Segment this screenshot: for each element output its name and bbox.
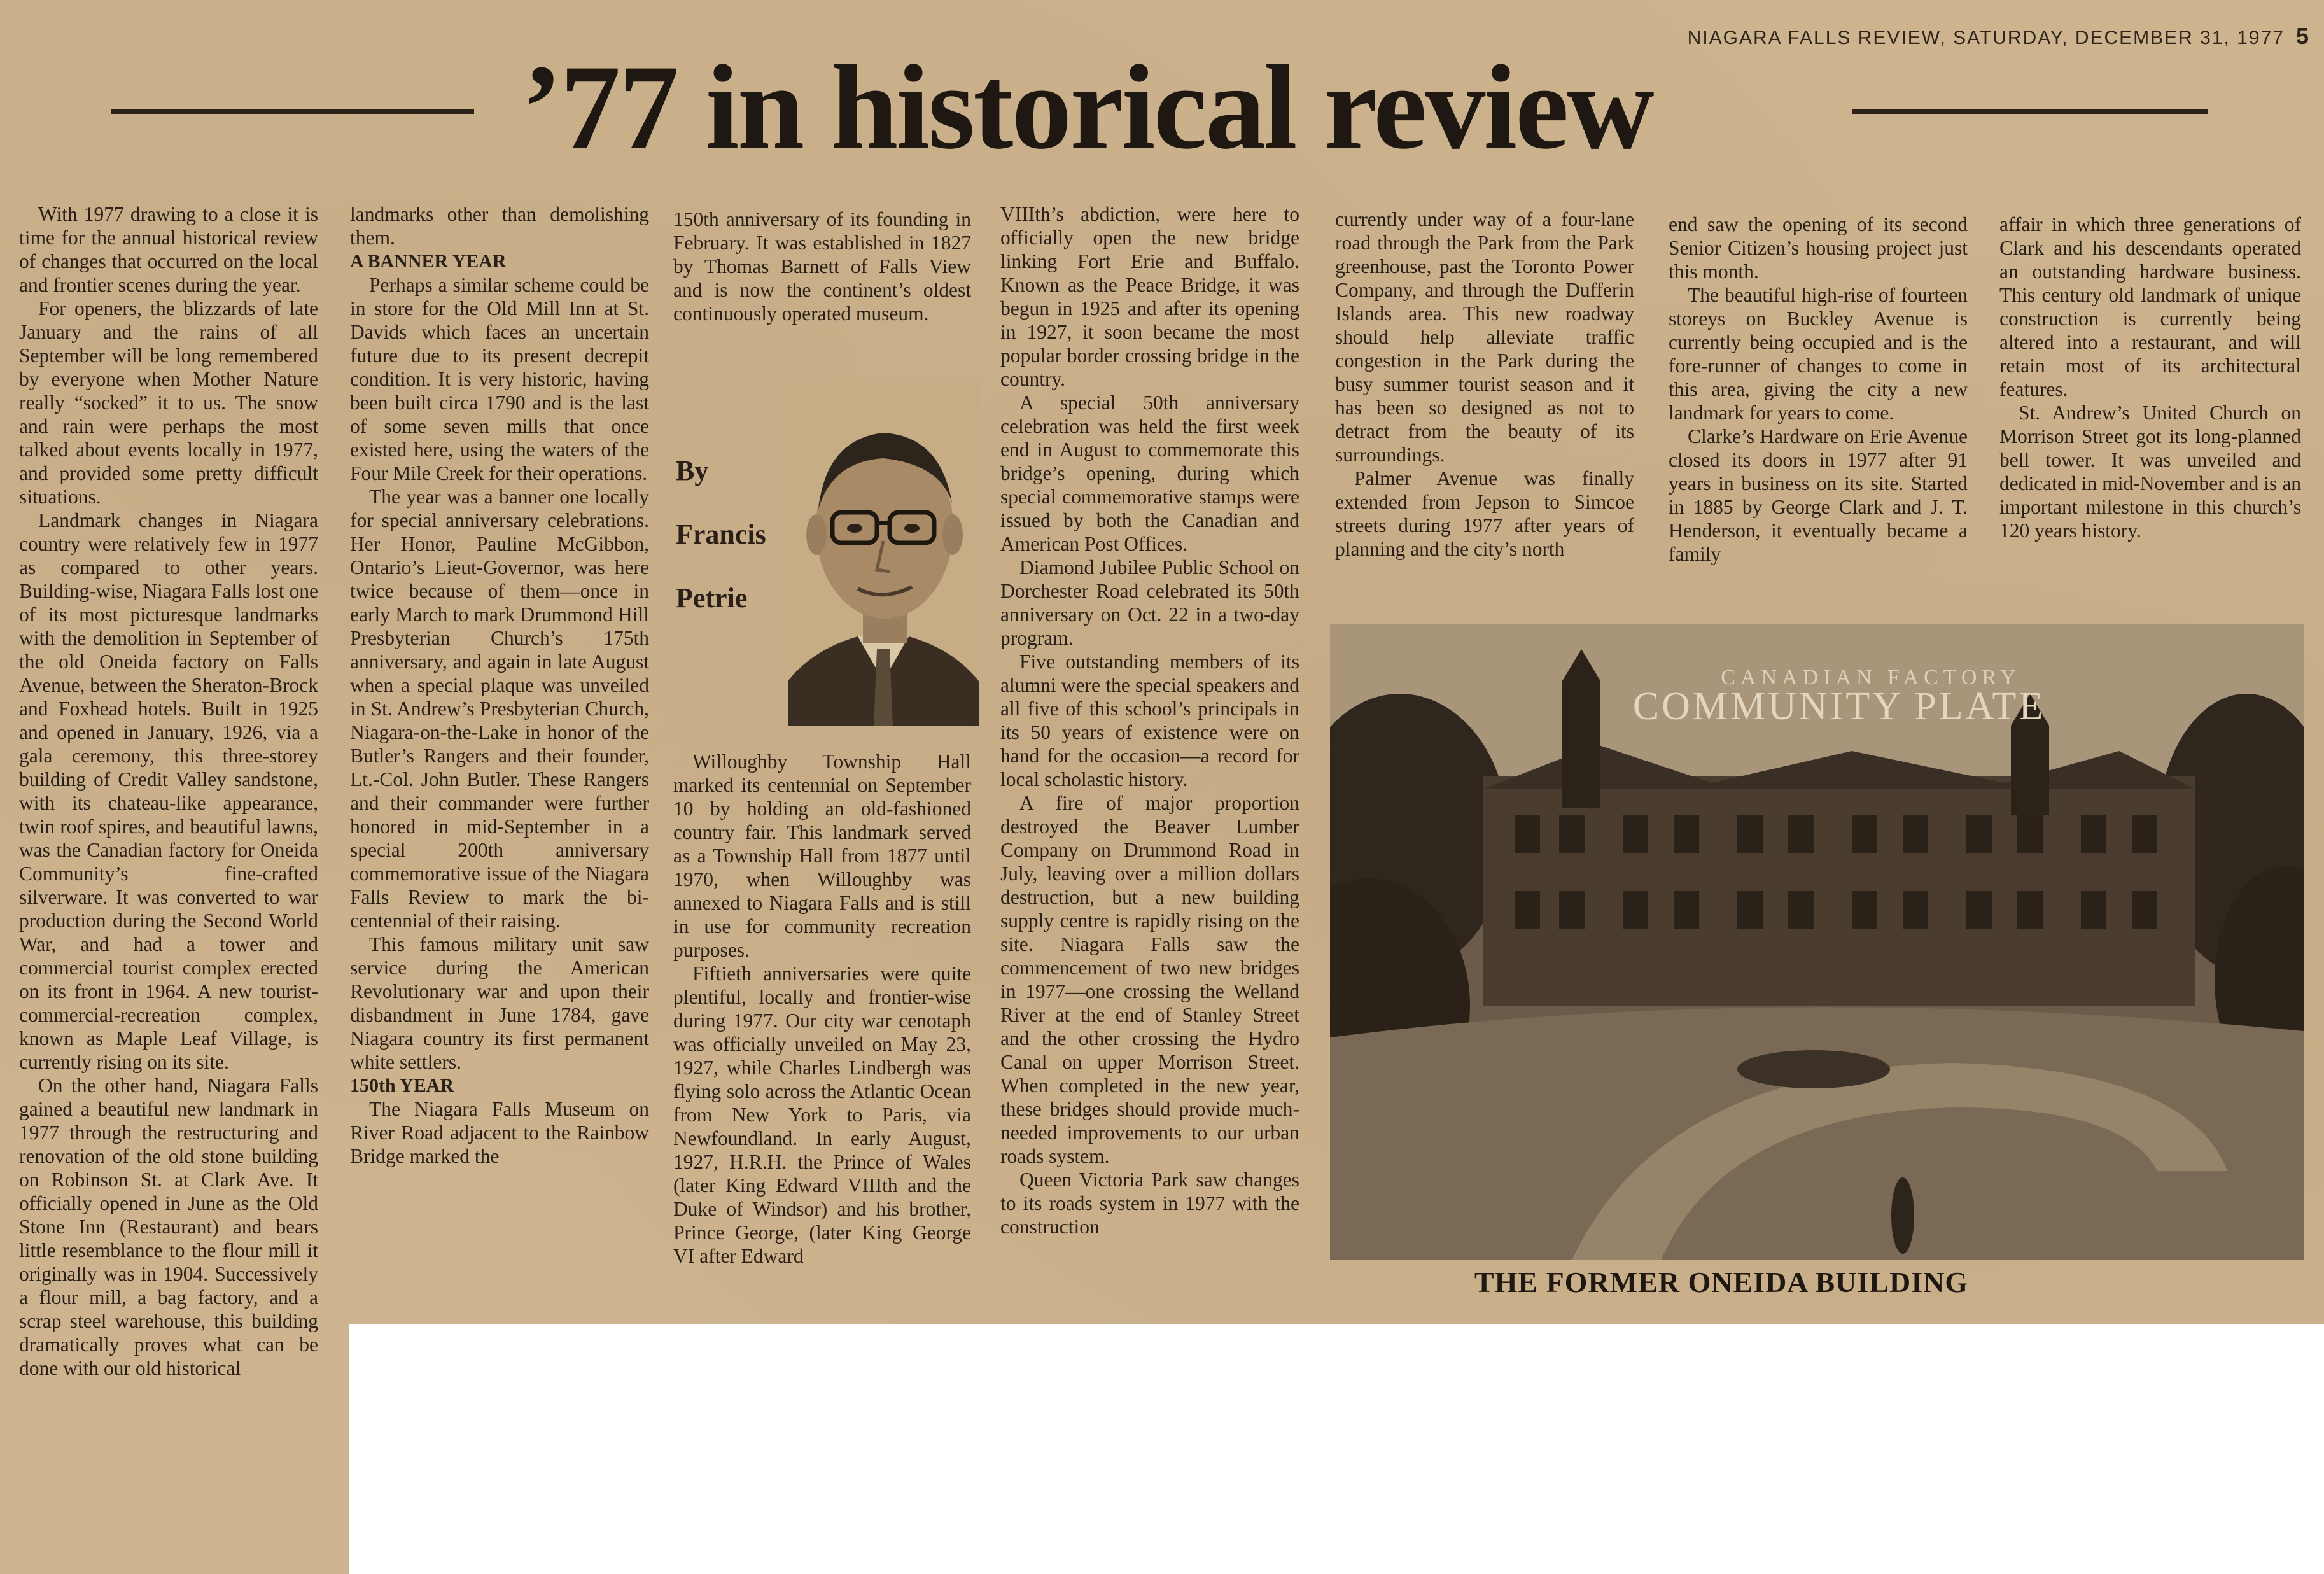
byline-by: By <box>676 455 709 486</box>
paragraph: landmarks other than demolishing them. <box>350 203 649 249</box>
article-column-4 <box>1000 202 1299 1316</box>
paragraph: The Niagara Falls Museum on River Road adjacent to the Rainbow Bridge marked the <box>350 1098 649 1167</box>
paragraph: St. Andrew’s United Church on Morrison Street got its long-planned bell tower. It was unveiled and dedicated in mid-November and is an important milestone in this church’s 120 years history. <box>1999 402 2301 542</box>
headline-rule-left <box>111 109 474 114</box>
photo-caption: THE FORMER ONEIDA BUILDING <box>1474 1266 1969 1298</box>
paragraph: 150th anniversary of its founding in February. It was established in 1827 by Thomas Barnett of Falls View and is now the continent’s oldest continuously operated museum. <box>673 208 971 325</box>
paragraph: With 1977 drawing to a close it is time for the annual historical review of changes that occurred on the local and frontier scenes during the year. <box>19 203 318 296</box>
article-column-2 <box>350 202 649 1303</box>
byline-last-name: Petrie <box>676 582 748 614</box>
paragraph: Landmark changes in Niagara country were relatively few in 1977 as compared to other years. Building-wise, Niagara Falls lost one of its most picturesque landmarks with the demolition in September of the old Oneida factory on Falls Avenue, between the Sheraton-Brock and Foxhead hotels. Built in 1925 and opened in January, 1926, via a gala ceremony, this three-storey building of Credit Valley sandstone, with its chateau-like appearance, twin roof spires, and beautiful lawns, was the Canadian factory for Oneida Community’s fine-crafted silverware. It was converted to war production during the Second World War, and had a tower and commercial tourist complex erected on its front in 1964. A new tourist-commercial-recreation complex, known as Maple Leaf Village, is currently rising on its site. <box>19 509 318 1073</box>
paragraph: The year was a banner one locally for special anniversary celebrations. Her Honor, Pauline McGibbon, Ontario’s Lieut-Governor, was here twice because of them—once in early March to mark Drummond Hill Presbyterian Church’s 175th anniversary, and again in late August when a special plaque was unveiled in St. Andrew’s Presbyterian Church, Niagara-on-the-Lake in honor of the Butler’s Rangers and their founder, Lt.-Col. John Butler. These Rangers and their commander were further honored in mid-September in a special 200th anniversary commemorative issue of the Niagara Falls Review to mark the bi-centennial of their raising. <box>350 486 649 932</box>
paragraph: affair in which three generations of Clark and his descendants operated an outstanding hardware business. This century old landmark of unique construction is currently being altered into a restaurant, and will retain most of its architectural features. <box>1999 213 2301 400</box>
paragraph: Queen Victoria Park saw changes to its roads system in 1977 with the construction <box>1000 1169 1299 1238</box>
subheading-banner-year: A BANNER YEAR <box>350 251 507 272</box>
headline: ’77 in historical review <box>522 41 1653 174</box>
blank-background <box>349 1324 2324 1574</box>
paragraph: Clarke’s Hardware on Erie Avenue closed its doors in 1977 after 91 years in business on its site. Started in 1885 by George Clark and J. T. Henderson, it eventually became a family <box>1669 425 1968 565</box>
paragraph: A fire of major proportion destroyed the Beaver Lumber Company on Drummond Road in July, leaving over a million dollars destruction, but a new building supply centre is rapidly rising on the site. Niagara Falls saw the commencement of two new bridges in 1977—one crossing the Welland River at the end of Stanley Street and the other crossing the Hydro Canal on upper Morrison Street. When completed in the new year, these bridges should provide much-needed improvements to our urban roads system. <box>1000 792 1299 1167</box>
photo-sign-line-2: COMMUNITY PLATE <box>1632 685 2046 728</box>
paragraph: Willoughby Township Hall marked its centennial on September 10 by holding an old-fashioned country fair. This landmark served as a Township Hall from 1877 until 1970, when Willoughby was annexed to Niagara Falls and is still in use for community recreation purposes. <box>673 750 971 961</box>
article-column-6 <box>1669 213 1968 594</box>
photo-sign-line-1: CANADIAN FACTORY <box>1721 666 2021 689</box>
oneida-building-photo <box>1330 624 2304 1260</box>
paragraph: On the other hand, Niagara Falls gained a beautiful new landmark in 1977 through the restructuring and renovation of the old stone building on Robinson St. at Clark Ave. It officially opened in June as the Old Stone Inn (Restaurant) and bears little resemblance to the flour mill it originally was in 1904. Successively a flour mill, a bag factory, and a scrap steel warehouse, this building dramatically proves what can be done with our old historical <box>19 1074 318 1379</box>
paragraph: VIIIth’s abdiction, were here to officially open the new bridge linking Fort Erie and Buffalo. Known as the Peace Bridge, it was begun in 1925 and after its opening in 1927, it soon became the most popular border crossing bridge in the country. <box>1000 203 1299 390</box>
article-column-5 <box>1335 207 1634 589</box>
article-column-7 <box>1999 213 2301 594</box>
paragraph: This famous military unit saw service during the American Revolutionary war and upon their disbandment in June 1784, gave Niagara country its first permanent white settlers. <box>350 933 649 1073</box>
page-number: 5 <box>2295 23 2310 49</box>
paragraph: A special 50th anniversary celebration was held the first week end in August to commemorate this bridge’s opening, during which special commemorative stamps were issued by both the Canadian and American Post Offices. <box>1000 391 1299 555</box>
author-portrait <box>788 382 979 726</box>
paragraph: end saw the opening of its second Senior Citizen’s housing project just this month. <box>1669 213 1968 283</box>
byline <box>676 439 771 630</box>
headline-rule-right <box>1852 109 2208 114</box>
paragraph: For openers, the blizzards of late January and the rains of all September will be long remembered by everyone when Mother Nature really “socked” it to us. The snow and rain were perhaps the most talked about events locally in 1977, and provided some pretty difficult situations. <box>19 297 318 508</box>
masthead-text: NIAGARA FALLS REVIEW, SATURDAY, DECEMBER 31, 1977 <box>1687 27 2285 48</box>
paragraph: Fiftieth anniversaries were quite plentiful, locally and frontier-wise during 1977. Our city war cenotaph was officially unveiled on May 23, 1927, while Charles Lindbergh was flying solo across the Atlantic Ocean from New York to Paris, via Newfoundland. In early August, 1927, H.R.H. the Prince of Wales (later King Edward VIIIth and the Duke of Windsor) and his brother, Prince George, (later King George VI after Edward <box>673 962 971 1267</box>
paragraph: Perhaps a similar scheme could be in store for the Old Mill Inn at St. Davids which faces an uncertain future due to its present decrepit condition. It is very historic, having been built circa 1790 and is the last of some seven mills that once existed here, using the waters of the Four Mile Creek for their operations. <box>350 274 649 484</box>
paragraph: The beautiful high-rise of fourteen storeys on Buckley Avenue is currently being occupied and is the fore-runner of changes to come in this area, giving the city a new landmark for years to come. <box>1669 284 1968 424</box>
paragraph: Palmer Avenue was finally extended from Jepson to Simcoe streets during 1977 after years of planning and the city’s north <box>1335 467 1634 560</box>
paragraph: currently under way of a four-lane road through the Park from the Park greenhouse, past the Toronto Power Company, and through the Dufferin Islands area. This new roadway should help alleviate traffic congestion in the Park during the busy summer tourist season and it has been so designed as not to detract from the beauty of its surroundings. <box>1335 208 1634 466</box>
paragraph: Diamond Jubilee Public School on Dorchester Road celebrated its 50th anniversary on Oct. 22 in a two-day program. <box>1000 556 1299 649</box>
article-column-3-bottom <box>673 750 971 1323</box>
article-column-3-top <box>673 207 971 367</box>
byline-first-name: Francis <box>676 519 766 550</box>
subheading-150th-year: 150th YEAR <box>350 1075 454 1096</box>
paragraph: Five outstanding members of its alumni were the special speakers and all five of this school’s principals in its 50 years of existence were on hand for the occasion—a record for local scholastic history. <box>1000 650 1299 791</box>
article-column-1 <box>19 202 318 1507</box>
